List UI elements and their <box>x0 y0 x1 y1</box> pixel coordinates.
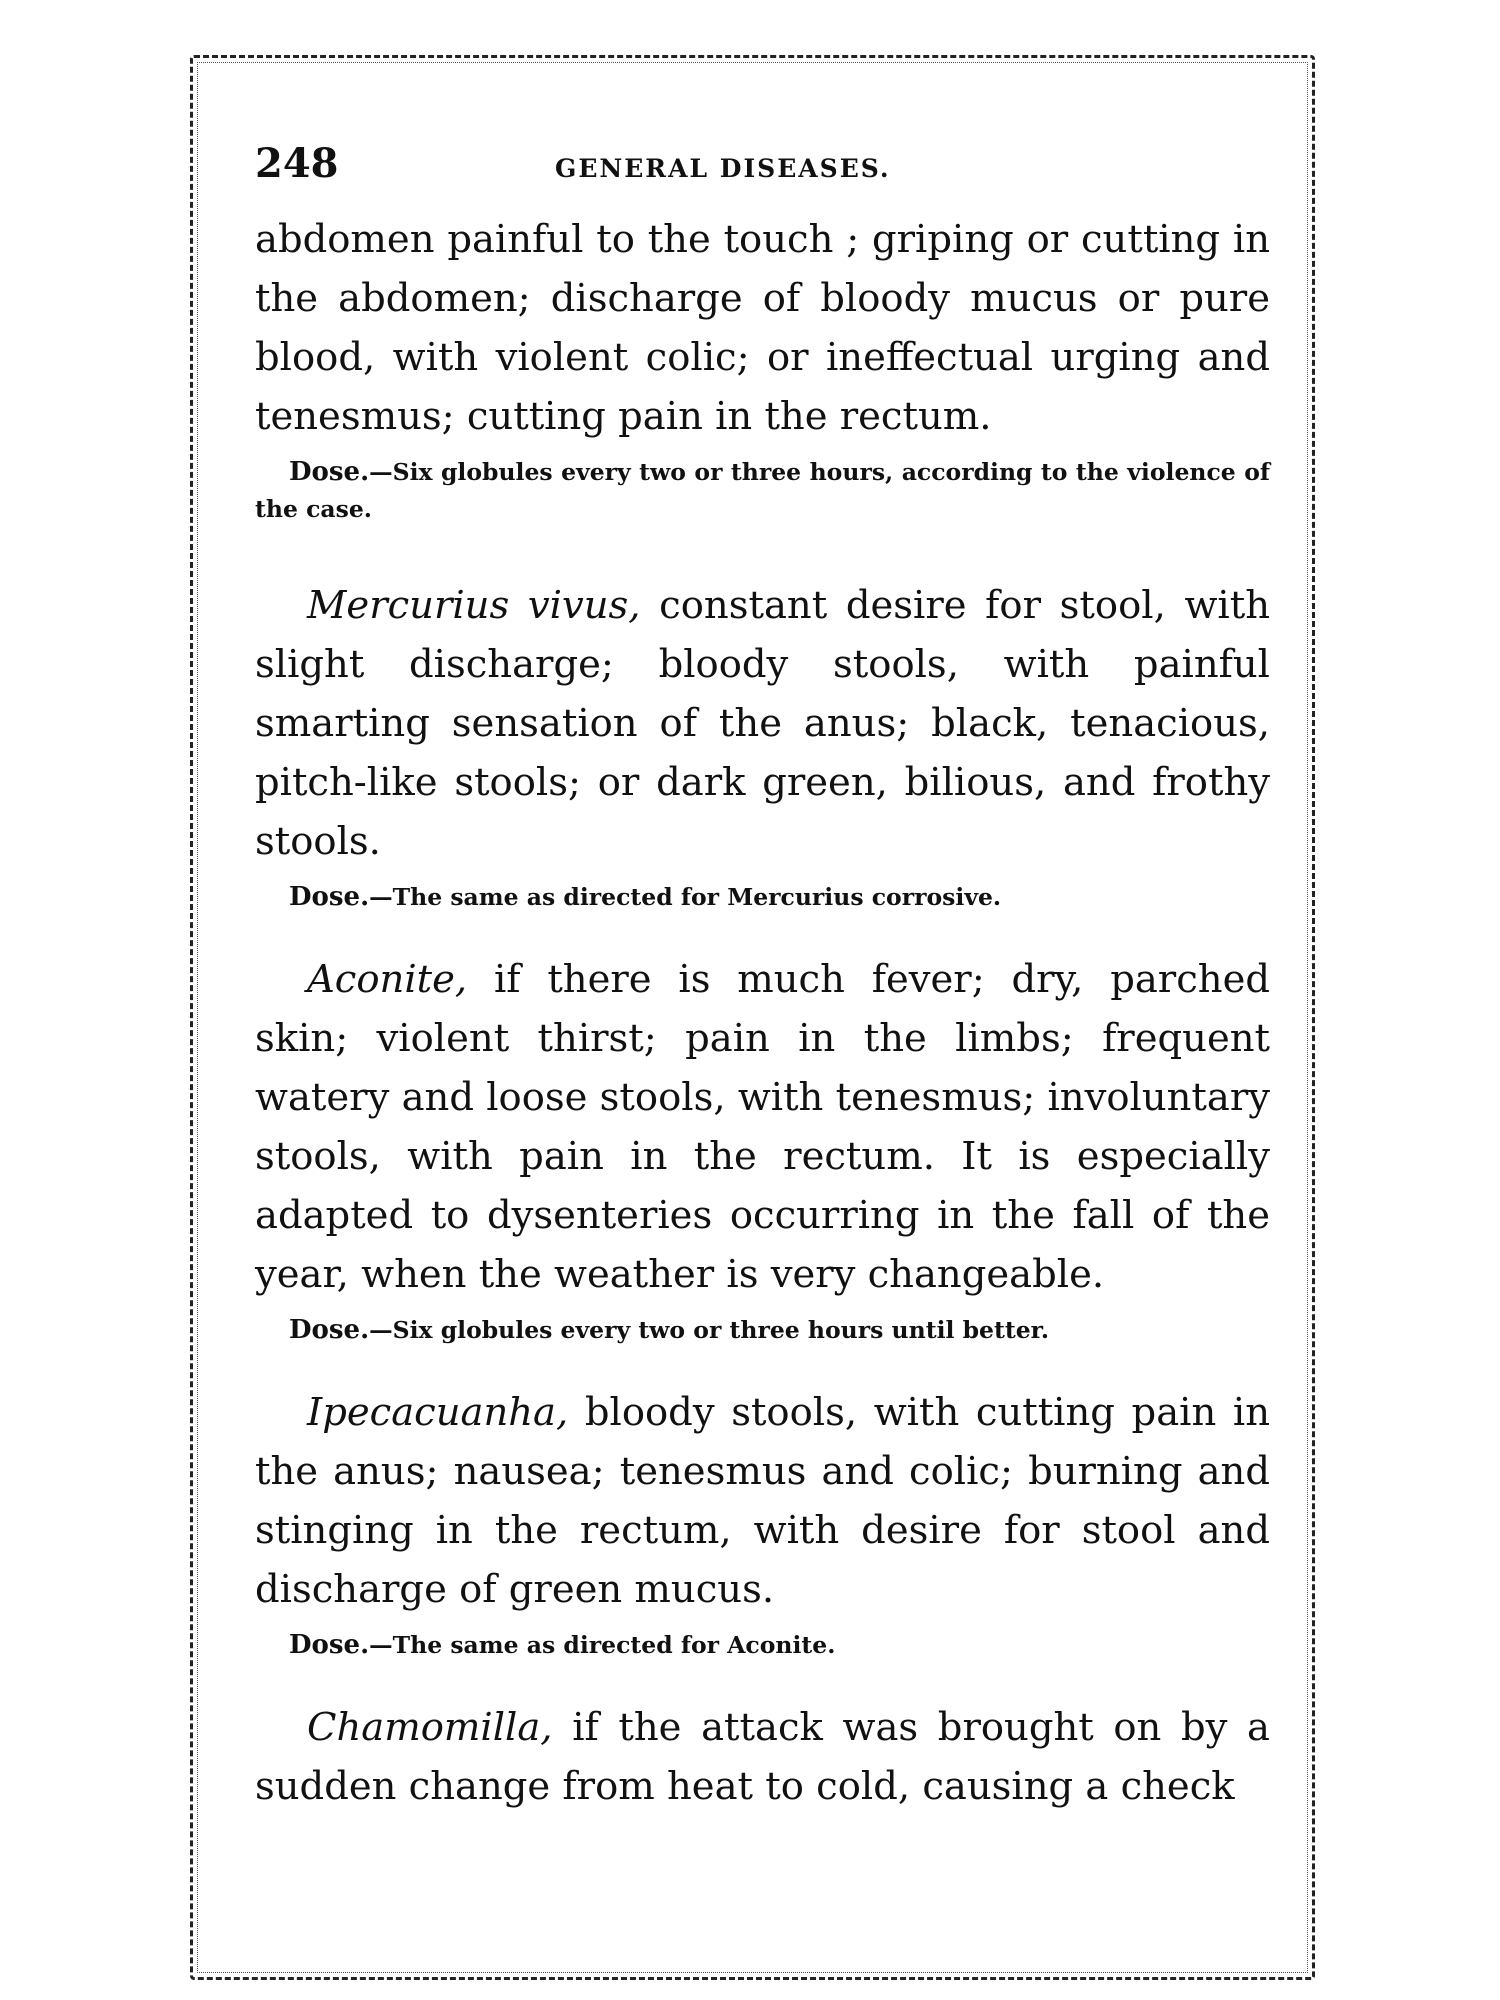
dose-text: —Six globules every two or three hours until better. <box>369 1316 1050 1344</box>
remedy-paragraph <box>255 576 1270 871</box>
dose-label: Dose. <box>289 882 370 912</box>
dose-instruction <box>255 1312 1270 1349</box>
remedy-description: if the attack was brought on by a sudden change from heat to cold, causing a check <box>255 1705 1270 1809</box>
dose-label: Dose. <box>289 1315 370 1345</box>
page-number: 248 <box>255 140 339 187</box>
remedy-name: Aconite, <box>307 957 468 1002</box>
remedy-paragraph <box>255 950 1270 1304</box>
paragraph-continued: abdomen painful to the touch ; griping or cutting in the abdomen; discharge of bloody mucus or pure blood, with violent colic; or ineffectual urging and tenesmus; cutting pain in the rectum. <box>255 217 1270 439</box>
remedy-description: bloody stools, with cutting pain in the anus; nausea; tenesmus and colic; burning and stinging in the rectum, with desire for stool and discharge of green mucus. <box>255 1390 1270 1612</box>
dose-instruction <box>255 879 1270 916</box>
dose-text: —Six globules every two or three hours, according to the violence of the case. <box>255 458 1270 523</box>
dose-text: —The same as directed for Aconite. <box>369 1631 836 1659</box>
dose-instruction <box>255 454 1270 528</box>
remedy-name: Ipecacuanha, <box>307 1390 569 1435</box>
remedy-name: Chamomilla, <box>307 1705 553 1750</box>
dose-instruction <box>255 1627 1270 1664</box>
dose-label: Dose. <box>289 1630 370 1660</box>
dose-text: —The same as directed for Mercurius corrosive. <box>369 883 1002 911</box>
dose-label: Dose. <box>289 457 370 487</box>
page-content <box>255 140 1270 1816</box>
remedy-name: Mercurius vivus, <box>307 583 641 628</box>
remedy-paragraph <box>255 1383 1270 1619</box>
remedy-paragraph <box>255 1698 1270 1816</box>
remedy-description: if there is much fever; dry, parched skin; violent thirst; pain in the limbs; frequent watery and loose stools, with tenesmus; involuntary stools, with pain in the rectum. It is especially adapted to dysenteries occurring in the fall of the year, when the weather is very changeable. <box>255 957 1270 1297</box>
running-head <box>255 140 1270 200</box>
remedy-description: constant desire for stool, with slight discharge; bloody stools, with painful smarting sensation of the anus; black, tenacious, pitch-like stools; or dark green, bilious, and frothy stools. <box>255 583 1270 864</box>
running-title: GENERAL DISEASES. <box>555 154 891 183</box>
